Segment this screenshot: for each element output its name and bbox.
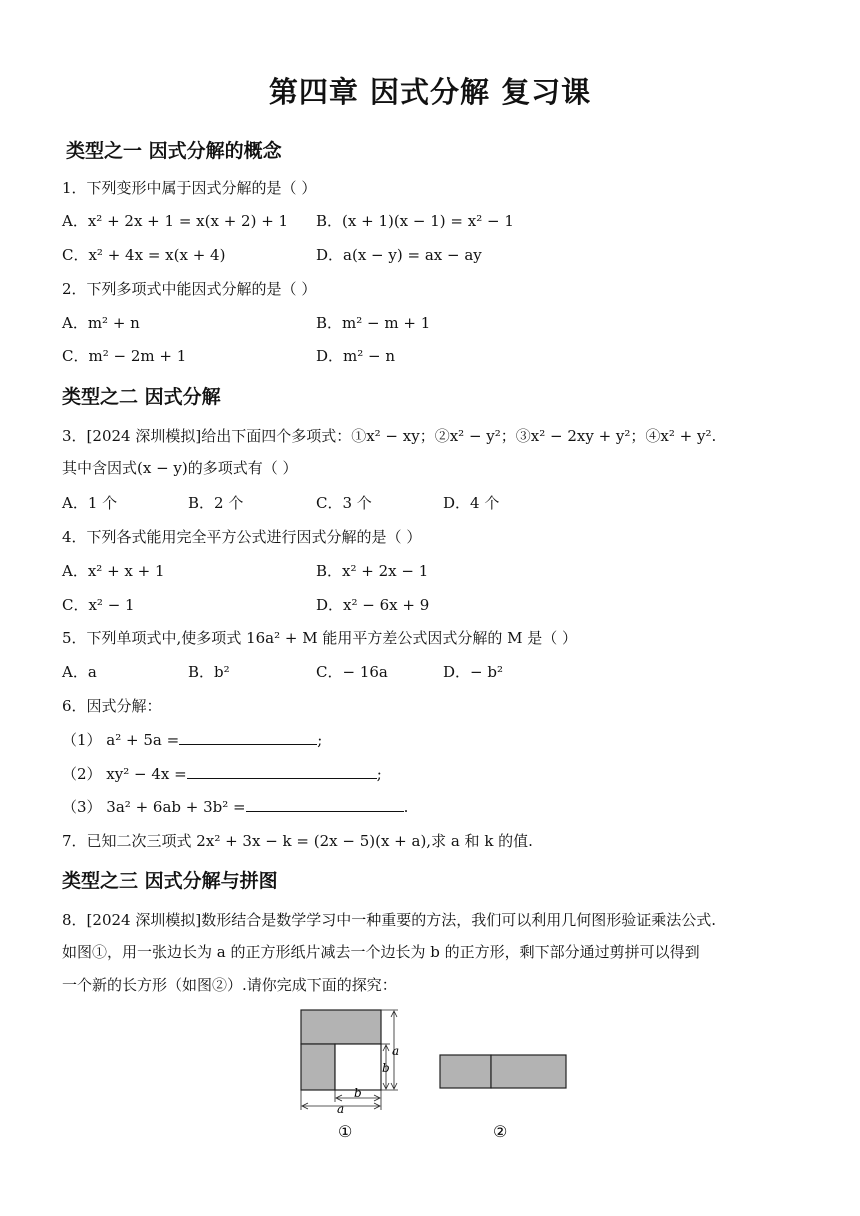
q6-part2-end: ; xyxy=(376,765,382,783)
q6-stem: 6．因式分解： xyxy=(62,697,162,715)
q2-option-b: B．m² − m + 1 xyxy=(316,314,431,332)
q2-option-d: D．m² − n xyxy=(316,347,396,365)
fig2-right-rect xyxy=(491,1055,566,1088)
q4-option-c: C．x² − 1 xyxy=(62,596,135,614)
fig2-left-rect xyxy=(440,1055,491,1088)
q1-option-a: A．x² + 2x + 1 = x(x + 2) + 1 xyxy=(62,212,289,230)
section-heading-2: 类型之二 因式分解 xyxy=(62,386,221,408)
page-title: 第四章 因式分解 复习课 xyxy=(268,75,592,109)
q4-stem: 4．下列各式能用完全平方公式进行因式分解的是（ ） xyxy=(62,528,422,546)
q3-stem: 3．[2024 深圳模拟]给出下面四个多项式：①x² − xy；②x² − y²；③x² − 2xy + y²；④x² + y². xyxy=(62,427,717,445)
q1-stem: 1．下列变形中属于因式分解的是（ ） xyxy=(62,179,317,197)
q7-stem: 7．已知二次三项式 2x² + 3x − k = (2x − 5)(x + a),求 a 和 k 的值. xyxy=(62,832,533,850)
q8-line2: 如图①，用一张边长为 a 的正方形纸片减去一个边长为 b 的正方形，剩下部分通过剪拼可以得到 xyxy=(62,943,700,961)
q5-option-d: D．− b² xyxy=(443,663,503,681)
fig1-top-rect xyxy=(301,1010,381,1044)
q8-line1: 8．[2024 深圳模拟]数形结合是数学学习中一种重要的方法，我们可以利用几何图形验证乘法公式. xyxy=(62,911,716,929)
figure-2 xyxy=(440,1055,566,1141)
q6-part2-expr: （2） xy² − 4x = xyxy=(62,765,187,783)
fig1-label-a-bottom: a xyxy=(337,1102,345,1116)
q6-part1-end: ; xyxy=(317,731,323,749)
q2-option-a: A．m² + n xyxy=(62,314,140,332)
q3-option-a: A．1 个 xyxy=(62,494,118,512)
q6-part3-end: . xyxy=(403,798,409,816)
q1-option-c: C．x² + 4x = x(x + 4) xyxy=(62,246,226,264)
q6-part3-expr: （3） 3a² + 6ab + 3b² = xyxy=(62,798,246,816)
fig1-caption: ① xyxy=(338,1122,353,1141)
q6-part1-expr: （1） a² + 5a = xyxy=(62,731,180,749)
q4-option-a: A．x² + x + 1 xyxy=(62,562,165,580)
fig2-caption: ② xyxy=(493,1122,508,1141)
q5-stem: 5．下列单项式中,使多项式 16a² + M 能用平方差公式因式分解的 M 是（ ） xyxy=(62,629,578,647)
q5-option-c: C．− 16a xyxy=(316,663,388,681)
q3-option-c: C．3 个 xyxy=(316,494,372,512)
q1-option-b: B．(x + 1)(x − 1) = x² − 1 xyxy=(316,212,514,230)
q2-stem: 2．下列多项式中能因式分解的是（ ） xyxy=(62,280,317,298)
fig1-label-a-right: a xyxy=(392,1044,400,1058)
fig1-label-b-bottom: b xyxy=(354,1086,362,1100)
q5-option-b: B．b² xyxy=(188,663,230,681)
q2-option-c: C．m² − 2m + 1 xyxy=(62,347,187,365)
q4-option-b: B．x² + 2x − 1 xyxy=(316,562,429,580)
q3-stem-line2: 其中含因式(x − y)的多项式有（ ） xyxy=(62,459,298,477)
q1-option-d: D．a(x − y) = ax − ay xyxy=(316,246,482,264)
q3-option-b: B．2 个 xyxy=(188,494,244,512)
q5-option-a: A．a xyxy=(62,663,97,681)
figure-1 xyxy=(301,1010,399,1141)
section-heading-1: 类型之一 因式分解的概念 xyxy=(66,140,282,162)
fig1-removed-square xyxy=(335,1044,381,1090)
q4-option-d: D．x² − 6x + 9 xyxy=(316,596,430,614)
fig1-left-rect xyxy=(301,1044,335,1090)
fig1-label-b-right: b xyxy=(382,1061,390,1075)
q3-option-d: D．4 个 xyxy=(443,494,500,512)
q8-line3: 一个新的长方形（如图②）.请你完成下面的探究： xyxy=(62,976,397,994)
section-heading-3: 类型之三 因式分解与拼图 xyxy=(62,870,278,892)
